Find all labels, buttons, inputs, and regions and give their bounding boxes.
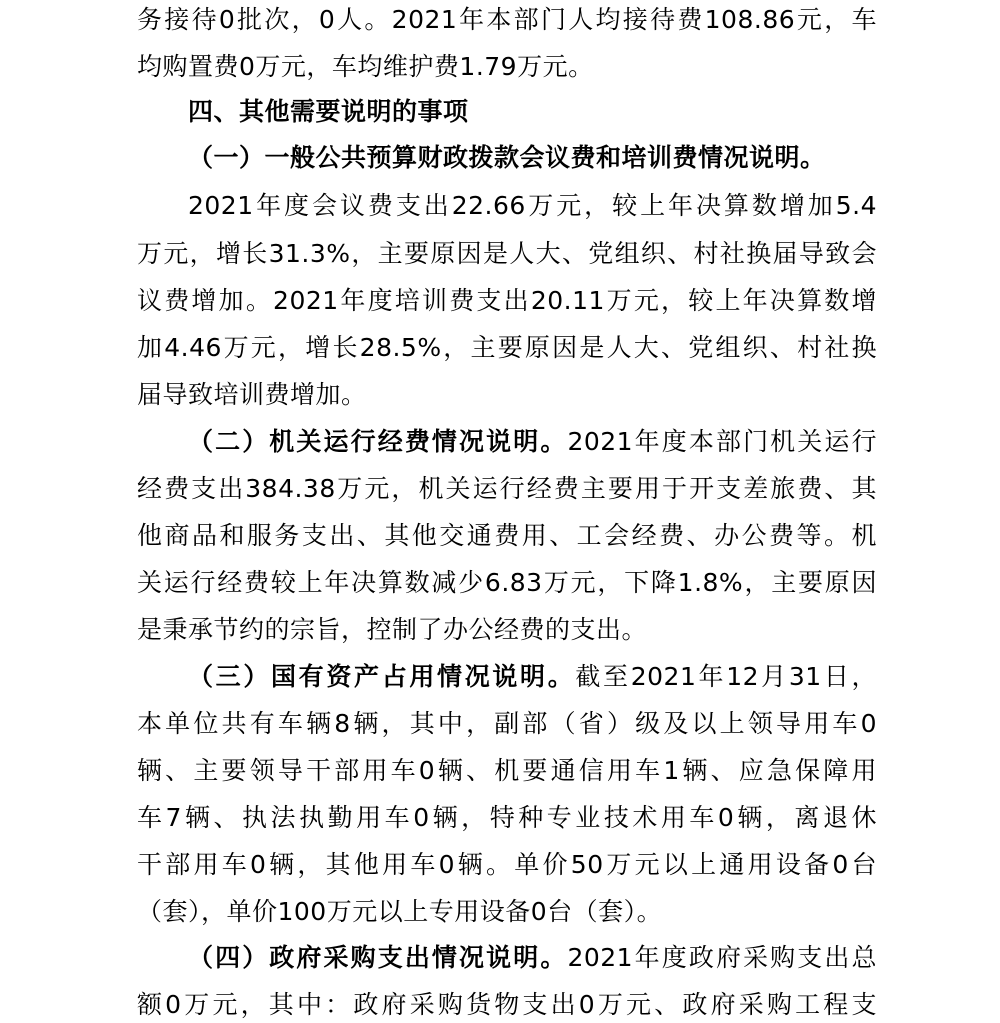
paragraph-text: 2021年度本部门机关运行: [567, 427, 877, 456]
paragraph-line: 他商品和服务支出、其他交通费用、工会经费、办公费等。机: [137, 521, 877, 550]
paragraph-line: 2021年度会议费支出22.66万元，较上年决算数增加5.4: [188, 191, 877, 220]
paragraph-line: 干部用车0辆，其他用车0辆。单价50万元以上通用设备0台: [137, 850, 877, 879]
paragraph-text: 2021年度政府采购支出总: [567, 943, 877, 972]
paragraph-line: 均购置费0万元，车均维护费1.79万元。: [137, 52, 594, 81]
paragraph-line: 车7辆、执法执勤用车0辆，特种专业技术用车0辆，离退休: [137, 803, 877, 832]
paragraph-line: 额0万元，其中：政府采购货物支出0万元、政府采购工程支: [137, 990, 877, 1019]
paragraph-line: 关运行经费较上年决算数减少6.83万元，下降1.8%，主要原因: [137, 568, 877, 597]
section-heading: 四、其他需要说明的事项: [188, 97, 469, 126]
paragraph-line: 届导致培训费增加。: [137, 380, 367, 409]
paragraph-line: 加4.46万元，增长28.5%，主要原因是人大、党组织、村社换: [137, 333, 877, 362]
subsection-heading: （一）一般公共预算财政拨款会议费和培训费情况说明。: [188, 143, 826, 172]
paragraph-line: 万元，增长31.3%，主要原因是人大、党组织、村社换届导致会: [137, 239, 877, 268]
paragraph-line: [188, 943, 877, 973]
paragraph-text: 截至2021年12月31日，: [575, 662, 877, 691]
paragraph-line: 议费增加。2021年度培训费支出20.11万元，较上年决算数增: [137, 286, 877, 315]
paragraph-line: （套），单价100万元以上专用设备0台（套）。: [137, 897, 663, 926]
paragraph-line: 经费支出384.38万元，机关运行经费主要用于开支差旅费、其: [137, 474, 877, 503]
paragraph-line: 务接待0批次，0人。2021年本部门人均接待费108.86元，车: [137, 5, 877, 34]
subsection-heading: （二）机关运行经费情况说明。: [188, 427, 568, 456]
paragraph-line: [188, 662, 877, 692]
subsection-heading: （三）国有资产占用情况说明。: [188, 662, 576, 691]
paragraph-line: 是秉承节约的宗旨，控制了办公经费的支出。: [137, 615, 648, 644]
paragraph-line: 辆、主要领导干部用车0辆、机要通信用车1辆、应急保障用: [137, 756, 877, 785]
paragraph-line: [188, 427, 877, 457]
paragraph-line: 本单位共有车辆8辆，其中，副部（省）级及以上领导用车0: [137, 709, 877, 738]
subsection-heading: （四）政府采购支出情况说明。: [188, 943, 568, 972]
